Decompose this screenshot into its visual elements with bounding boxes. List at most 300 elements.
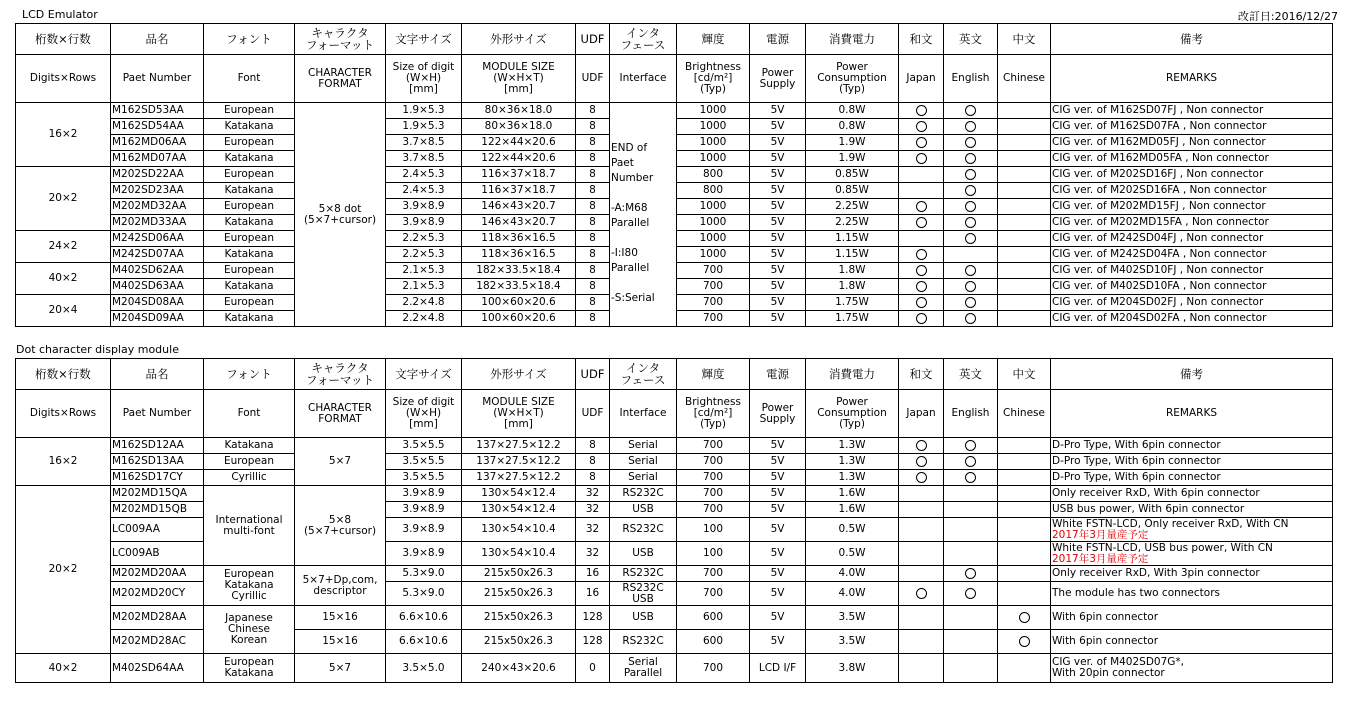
part-number-cell: M242SD06AA [111,231,204,247]
digits-rows-cell: 24×2 [16,231,111,263]
power-consumption-cell: 0.5W [806,518,899,542]
digit-size-cell: 3.9×8.9 [386,502,462,518]
remarks-text: D-Pro Type, With 6pin connector [1052,455,1221,467]
udf-cell: 8 [576,103,610,119]
circle-mark-icon [965,297,976,308]
brightness-cell: 1000 [677,135,750,151]
column-header-jp: UDF [576,359,610,390]
circle-mark-icon [965,233,976,244]
power-supply-cell: 5V [750,438,806,454]
column-header-en: Font [204,390,295,438]
font-cell: Katakana [204,438,295,454]
interface-cell: RS232C USB [610,582,677,606]
availability-cell [998,279,1051,295]
module-size-cell: 122×44×20.6 [462,151,576,167]
column-header-en: Interface [610,55,677,103]
availability-cell [899,454,944,470]
availability-cell [944,518,998,542]
udf-cell: 0 [576,654,610,683]
availability-cell [998,582,1051,606]
table-row [16,486,1333,502]
circle-mark-icon [965,588,976,599]
column-header-en: MODULE SIZE (W×H×T) [mm] [462,390,576,438]
column-header-en: CHARACTER FORMAT [295,390,386,438]
brightness-cell: 600 [677,606,750,630]
column-header-en: English [944,390,998,438]
remarks-text: White FSTN-LCD, Only receiver RxD, With CN [1052,517,1289,530]
font-cell: European [204,454,295,470]
brightness-cell: 1000 [677,103,750,119]
udf-cell: 8 [576,279,610,295]
column-header-jp: 桁数×行数 [16,24,111,55]
udf-cell: 8 [576,135,610,151]
availability-cell [998,454,1051,470]
udf-cell: 16 [576,582,610,606]
availability-cell [944,486,998,502]
module-size-cell: 146×43×20.7 [462,199,576,215]
module-size-cell: 240×43×20.6 [462,654,576,683]
digit-size-cell: 3.9×8.9 [386,486,462,502]
module-size-cell: 137×27.5×12.2 [462,454,576,470]
column-header-jp: フォント [204,24,295,55]
availability-cell [899,566,944,582]
power-supply-cell: 5V [750,454,806,470]
power-consumption-cell: 2.25W [806,199,899,215]
brightness-cell: 1000 [677,119,750,135]
remarks-cell [1051,566,1333,582]
availability-cell [899,311,944,327]
remarks-text: Only receiver RxD, With 6pin connector [1052,487,1260,499]
digit-size-cell: 2.2×4.8 [386,311,462,327]
column-header-en: Digits×Rows [16,55,111,103]
remarks-cell [1051,454,1333,470]
power-supply-cell: 5V [750,582,806,606]
digit-size-cell: 2.4×5.3 [386,167,462,183]
power-supply-cell: 5V [750,135,806,151]
power-consumption-cell: 1.3W [806,438,899,454]
udf-cell: 32 [576,542,610,566]
part-number-cell: M162SD53AA [111,103,204,119]
digits-rows-cell: 16×2 [16,103,111,167]
table-row [16,654,1333,683]
availability-cell [944,215,998,231]
availability-cell [944,654,998,683]
column-header-jp: 和文 [899,359,944,390]
power-consumption-cell: 0.5W [806,542,899,566]
availability-cell [944,630,998,654]
brightness-cell: 100 [677,542,750,566]
font-cell: Cyrillic [204,470,295,486]
interface-cell: Serial [610,470,677,486]
column-header-jp: 文字サイズ [386,359,462,390]
availability-cell [998,167,1051,183]
remarks-text: CIG ver. of M402SD07G*, With 20pin connector [1052,656,1184,679]
brightness-cell: 700 [677,279,750,295]
power-supply-cell: 5V [750,606,806,630]
remarks-cell: CIG ver. of M402SD10FA , Non connector [1051,279,1333,295]
power-supply-cell: 5V [750,119,806,135]
module-size-cell: 146×43×20.7 [462,215,576,231]
availability-cell [899,470,944,486]
font-cell: Japanese Chinese Korean [204,606,295,654]
availability-cell [899,151,944,167]
availability-cell [899,295,944,311]
power-supply-cell: 5V [750,630,806,654]
brightness-cell: 1000 [677,199,750,215]
availability-cell [998,247,1051,263]
circle-mark-icon [916,456,927,467]
column-header-jp: 輝度 [677,359,750,390]
availability-cell [899,518,944,542]
column-header-en: Size of digit (W×H) [mm] [386,55,462,103]
availability-cell [998,215,1051,231]
power-consumption-cell: 1.15W [806,231,899,247]
power-supply-cell: 5V [750,566,806,582]
availability-cell [944,438,998,454]
column-header-en: MODULE SIZE (W×H×T) [mm] [462,55,576,103]
power-consumption-cell: 1.8W [806,263,899,279]
availability-cell [944,151,998,167]
brightness-cell: 700 [677,263,750,279]
column-header-jp: UDF [576,24,610,55]
brightness-cell: 800 [677,183,750,199]
interface-cell: Serial [610,454,677,470]
font-cell: European Katakana Cyrillic [204,566,295,606]
circle-mark-icon [916,105,927,116]
circle-mark-icon [965,265,976,276]
brightness-cell: 700 [677,486,750,502]
font-cell: European [204,263,295,279]
font-cell: Katakana [204,311,295,327]
digits-rows-cell: 16×2 [16,438,111,486]
char-format-cell: 5×7+Dp,com, descriptor [295,566,386,606]
module-size-cell: 130×54×12.4 [462,486,576,502]
udf-cell: 32 [576,502,610,518]
module-size-cell: 130×54×10.4 [462,542,576,566]
udf-cell: 8 [576,470,610,486]
power-consumption-cell: 3.5W [806,630,899,654]
column-header-en: Brightness [cd/m²] (Typ) [677,55,750,103]
remarks-cell: CIG ver. of M202MD15FA , Non connector [1051,215,1333,231]
table-row [16,606,1333,630]
power-supply-cell: LCD I/F [750,654,806,683]
digits-rows-cell: 20×4 [16,295,111,327]
module-size-cell: 215x50x26.3 [462,582,576,606]
remarks-cell: CIG ver. of M204SD02FA , Non connector [1051,311,1333,327]
digits-rows-cell: 20×2 [16,486,111,654]
part-number-cell: M402SD63AA [111,279,204,295]
power-consumption-cell: 0.85W [806,183,899,199]
interface-cell: USB [610,606,677,630]
font-cell: European [204,231,295,247]
availability-cell [944,103,998,119]
brightness-cell: 100 [677,518,750,542]
circle-mark-icon [1019,636,1030,647]
circle-mark-icon [965,121,976,132]
column-header-jp: 消費電力 [806,24,899,55]
interface-cell: Serial Parallel [610,654,677,683]
font-cell: European Katakana [204,654,295,683]
font-cell: Katakana [204,215,295,231]
availability-cell [944,566,998,582]
column-header-en: REMARKS [1051,55,1333,103]
brightness-cell: 700 [677,470,750,486]
digit-size-cell: 3.9×8.9 [386,518,462,542]
module-size-cell: 116×37×18.7 [462,167,576,183]
font-cell: European [204,103,295,119]
module-size-cell: 80×36×18.0 [462,103,576,119]
remarks-cell [1051,654,1333,683]
power-consumption-cell: 0.8W [806,119,899,135]
circle-mark-icon [916,588,927,599]
revision-date: 改訂日:2016/12/27 [1237,10,1338,23]
circle-mark-icon [916,313,927,324]
lcd-emulator-table [15,23,1333,327]
availability-cell [998,630,1051,654]
column-header-jp: 備考 [1051,359,1333,390]
digits-rows-cell: 40×2 [16,654,111,683]
column-header-en: Chinese [998,55,1051,103]
availability-cell [899,183,944,199]
power-supply-cell: 5V [750,279,806,295]
power-supply-cell: 5V [750,263,806,279]
column-header-en: Chinese [998,390,1051,438]
power-consumption-cell: 1.75W [806,295,899,311]
availability-cell [899,582,944,606]
availability-cell [998,103,1051,119]
remarks-text: Only receiver RxD, With 3pin connector [1052,567,1260,579]
power-consumption-cell: 1.3W [806,470,899,486]
power-consumption-cell: 1.8W [806,279,899,295]
digit-size-cell: 2.2×4.8 [386,295,462,311]
availability-cell [998,566,1051,582]
udf-cell: 8 [576,151,610,167]
availability-cell [944,231,998,247]
power-supply-cell: 5V [750,295,806,311]
part-number-cell: M202MD15QA [111,486,204,502]
header-row-en [16,390,1333,438]
circle-mark-icon [965,153,976,164]
availability-cell [944,247,998,263]
digit-size-cell: 3.9×8.9 [386,542,462,566]
availability-cell [944,199,998,215]
circle-mark-icon [916,217,927,228]
remarks-cell: CIG ver. of M402SD10FJ , Non connector [1051,263,1333,279]
digit-size-cell: 6.6×10.6 [386,630,462,654]
udf-cell: 32 [576,486,610,502]
header-row-jp [16,359,1333,390]
part-number-cell: M202MD32AA [111,199,204,215]
power-consumption-cell: 1.6W [806,502,899,518]
part-number-cell: M202MD28AC [111,630,204,654]
remarks-cell [1051,502,1333,518]
module-size-cell: 137×27.5×12.2 [462,470,576,486]
circle-mark-icon [965,472,976,483]
part-number-cell: M202MD33AA [111,215,204,231]
circle-mark-icon [965,217,976,228]
circle-mark-icon [965,281,976,292]
udf-cell: 8 [576,119,610,135]
availability-cell [944,311,998,327]
column-header-jp: 桁数×行数 [16,359,111,390]
module-size-cell: 137×27.5×12.2 [462,438,576,454]
module-size-cell: 182×33.5×18.4 [462,263,576,279]
availability-cell [944,119,998,135]
udf-cell: 128 [576,606,610,630]
circle-mark-icon [965,169,976,180]
part-number-cell: M202SD22AA [111,167,204,183]
power-supply-cell: 5V [750,311,806,327]
remarks-cell [1051,582,1333,606]
availability-cell [899,279,944,295]
power-supply-cell: 5V [750,167,806,183]
brightness-cell: 800 [677,167,750,183]
remarks-cell [1051,518,1333,542]
circle-mark-icon [965,105,976,116]
column-header-jp: 外形サイズ [462,24,576,55]
column-header-jp: 電源 [750,359,806,390]
digit-size-cell: 5.3×9.0 [386,566,462,582]
availability-cell [998,606,1051,630]
brightness-cell: 1000 [677,231,750,247]
column-header-en: UDF [576,390,610,438]
power-supply-cell: 5V [750,486,806,502]
interface-cell: USB [610,542,677,566]
module-size-cell: 130×54×12.4 [462,502,576,518]
circle-mark-icon [916,472,927,483]
availability-cell [899,103,944,119]
availability-cell [998,119,1051,135]
circle-mark-icon [965,568,976,579]
remarks-cell: CIG ver. of M162SD07FA , Non connector [1051,119,1333,135]
digit-size-cell: 3.5×5.5 [386,438,462,454]
availability-cell [944,183,998,199]
digit-size-cell: 2.1×5.3 [386,263,462,279]
part-number-cell: M162MD07AA [111,151,204,167]
power-supply-cell: 5V [750,183,806,199]
circle-mark-icon [965,137,976,148]
availability-cell [944,263,998,279]
availability-cell [998,438,1051,454]
digit-size-cell: 6.6×10.6 [386,606,462,630]
brightness-cell: 700 [677,438,750,454]
availability-cell [998,518,1051,542]
circle-mark-icon [965,456,976,467]
char-format-cell: 15×16 [295,606,386,630]
digits-rows-cell: 20×2 [16,167,111,231]
part-number-cell: M402SD64AA [111,654,204,683]
availability-cell [944,606,998,630]
font-cell: Katakana [204,279,295,295]
column-header-en: Font [204,55,295,103]
part-number-cell: M202MD20AA [111,566,204,582]
remarks-cell: CIG ver. of M204SD02FJ , Non connector [1051,295,1333,311]
column-header-jp: 和文 [899,24,944,55]
interface-cell: RS232C [610,486,677,502]
char-format-cell: 5×7 [295,654,386,683]
part-number-cell: M204SD08AA [111,295,204,311]
module-size-cell: 122×44×20.6 [462,135,576,151]
power-supply-cell: 5V [750,151,806,167]
column-header-jp: 品名 [111,359,204,390]
remarks-cell [1051,470,1333,486]
udf-cell: 32 [576,518,610,542]
circle-mark-icon [916,201,927,212]
part-number-cell: LC009AA [111,518,204,542]
column-header-en: Power Supply [750,390,806,438]
header-row-jp [16,24,1333,55]
font-cell: European [204,135,295,151]
module-size-cell: 215x50x26.3 [462,566,576,582]
column-header-en: Power Consumption (Typ) [806,55,899,103]
part-number-cell: M162SD12AA [111,438,204,454]
digit-size-cell: 2.2×5.3 [386,247,462,263]
char-format-cell: 5×7 [295,438,386,486]
remarks-cell [1051,486,1333,502]
module-size-cell: 80×36×18.0 [462,119,576,135]
interface-cell: END of Paet Number -A:M68 Parallel -I:I80 Parallel -S:Serial [610,103,677,327]
font-cell: Katakana [204,151,295,167]
font-cell: European [204,199,295,215]
module-size-cell: 215x50x26.3 [462,606,576,630]
availability-cell [944,135,998,151]
column-header-en: Power Consumption (Typ) [806,390,899,438]
char-format-cell: 15×16 [295,630,386,654]
digit-size-cell: 3.5×5.5 [386,454,462,470]
column-header-jp: 品名 [111,24,204,55]
digit-size-cell: 2.4×5.3 [386,183,462,199]
brightness-cell: 1000 [677,215,750,231]
availability-cell [998,470,1051,486]
module-size-cell: 130×54×10.4 [462,518,576,542]
udf-cell: 8 [576,231,610,247]
column-header-jp: フォント [204,359,295,390]
column-header-jp: 文字サイズ [386,24,462,55]
remarks-text: USB bus power, With 6pin connector [1052,503,1245,515]
availability-cell [899,119,944,135]
digit-size-cell: 3.5×5.0 [386,654,462,683]
availability-cell [899,542,944,566]
availability-cell [998,486,1051,502]
availability-cell [998,542,1051,566]
digit-size-cell: 2.1×5.3 [386,279,462,295]
availability-cell [899,438,944,454]
brightness-cell: 700 [677,295,750,311]
remarks-cell: CIG ver. of M242SD04FJ , Non connector [1051,231,1333,247]
brightness-cell: 1000 [677,151,750,167]
module-size-cell: 118×36×16.5 [462,231,576,247]
column-header-en: REMARKS [1051,390,1333,438]
interface-cell: RS232C [610,566,677,582]
remarks-text: D-Pro Type, With 6pin connector [1052,471,1221,483]
font-cell: International multi-font [204,486,295,566]
table-row [16,566,1333,582]
column-header-jp: 消費電力 [806,359,899,390]
circle-mark-icon [965,440,976,451]
part-number-cell: M162SD54AA [111,119,204,135]
power-supply-cell: 5V [750,502,806,518]
part-number-cell: M202MD15QB [111,502,204,518]
module-size-cell: 118×36×16.5 [462,247,576,263]
part-number-cell: M162MD06AA [111,135,204,151]
column-header-en: Power Supply [750,55,806,103]
remarks-cell [1051,630,1333,654]
circle-mark-icon [965,201,976,212]
column-header-en: Paet Number [111,390,204,438]
availability-cell [899,486,944,502]
power-consumption-cell: 2.25W [806,215,899,231]
digit-size-cell: 1.9×5.3 [386,119,462,135]
